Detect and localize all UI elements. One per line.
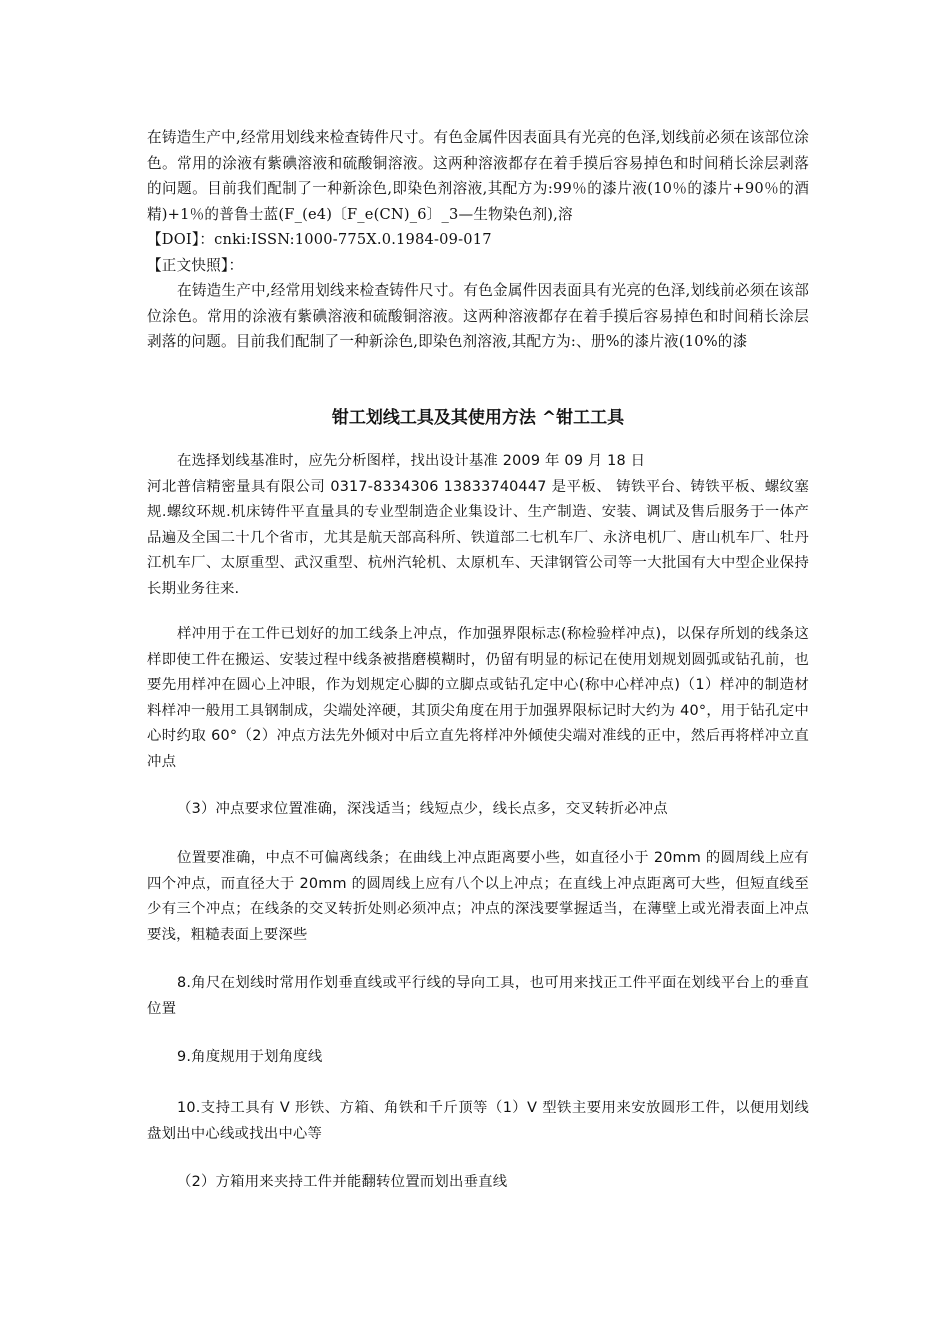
- requirement-paragraph: （3）冲点要求位置准确，深浅适当；线短点少，线长点多，交叉转折必冲点: [177, 801, 668, 817]
- snapshot-label: 【正文快照】：: [147, 256, 244, 274]
- snapshot-text: 在铸造生产中,经常用划线来检查铸件尺寸。有色金属件因表面具有光亮的色泽,划线前必须在该部位涂色。常用的涂液有紫碘溶液和硫酸铜溶液。这两种溶液都存在着手摸后容易掉色和时间稍长涂层剥落的问题。目前我们配制了一种新涂色,即染色剂溶液,其配方为:、册%的漆片液(10%的漆: [147, 282, 809, 350]
- requirement-paragraph-block: [147, 797, 809, 823]
- protractor-paragraph: 9.角度规用于划角度线: [177, 1049, 323, 1065]
- position-paragraph-block: [147, 846, 809, 948]
- abstract-section: [147, 125, 809, 355]
- punch-paragraph-block: [147, 622, 809, 775]
- article-title: 钳工划线工具及其使用方法 ^钳工工具: [331, 408, 625, 428]
- article-body-top: [147, 449, 809, 602]
- abstract-paragraph: 在铸造生产中,经常用划线来检查铸件尺寸。有色金属件因表面具有光亮的色泽,划线前必须在该部位涂色。常用的涂液有紫碘溶液和硫酸铜溶液。这两种溶液都存在着手摸后容易掉色和时间稍长涂层剥落的问题。目前我们配制了一种新涂色,即染色剂溶液,其配方为:99％的漆片液(10％的漆片+90％的酒精)+1％的普鲁士蓝(F_(e4)〔F_e(CN)_6〕_3—生物染色剂),溶: [147, 129, 809, 223]
- box-paragraph: （2）方箱用来夹持工件并能翻转位置而划出垂直线: [177, 1174, 508, 1190]
- doi-line: 【DOI】：cnki:ISSN:1000-775X.0.1984-09-017: [147, 231, 492, 248]
- support-tools-paragraph: 10.支持工具有 V 形铁、方箱、角铁和千斤顶等（1）V 型铁主要用来安放圆形工件，以便用划线盘划出中心线或找出中心等: [147, 1100, 809, 1142]
- square-paragraph: 8.角尺在划线时常用作划垂直线或平行线的导向工具，也可用来找正工件平面在划线平台上的垂直位置: [147, 975, 809, 1017]
- company-paragraph: 河北普信精密量具有限公司 0317-8334306 13833740447 是平板、 铸铁平台、铸铁平板、螺纹塞规.螺纹环规.机床铸件平直量具的专业型制造企业集设计、生产制造、安装、调试及售后服务于一体产品遍及全国二十几个省市，尤其是航天部高科所、铁道部二七机车厂、永济电机厂、唐山机车厂、牡丹江机车厂、太原重型、武汉重型、杭州汽轮机、太原机车、天津钢管公司等一大批国有大中型企业保持长期业务往来.: [147, 478, 809, 597]
- intro-line: 在选择划线基准时，应先分析图样，找出设计基准 2009 年 09 月 18 日: [177, 453, 646, 469]
- box-paragraph-block: [147, 1170, 809, 1196]
- position-paragraph: 位置要准确，中点不可偏离线条；在曲线上冲点距离要小些，如直径小于 20mm 的圆周线上应有四个冲点，而直径大于 20mm 的圆周线上应有八个以上冲点；在直线上冲点距离可大些，但短直线至少有三个冲点；在线条的交叉转折处则必须冲点；冲点的深浅要掌握适当，在薄壁上或光滑表面上冲点要浅，粗糙表面上要深些: [147, 850, 809, 943]
- punch-paragraph: 样冲用于在工件已划好的加工线条上冲点，作加强界限标志(称检验样冲点)，以保存所划的线条这样即使工件在搬运、安装过程中线条被揩磨模糊时，仍留有明显的标记在使用划规划圆弧或钻孔前，也要先用样冲在圆心上冲眼，作为划规定心脚的立脚点或钻孔定中心(称中心样冲点)（1）样冲的制造材料样冲一般用工具钢制成，尖端处淬硬，其顶尖角度在用于加强界限标记时大约为 40°，用于钻孔定中心时约取 60°（2）冲点方法先外倾对中后立直先将样冲外倾使尖端对准线的正中，然后再将样冲立直冲点: [147, 626, 809, 770]
- protractor-paragraph-block: [147, 1045, 809, 1071]
- support-tools-paragraph-block: [147, 1096, 809, 1147]
- square-paragraph-block: [147, 971, 809, 1022]
